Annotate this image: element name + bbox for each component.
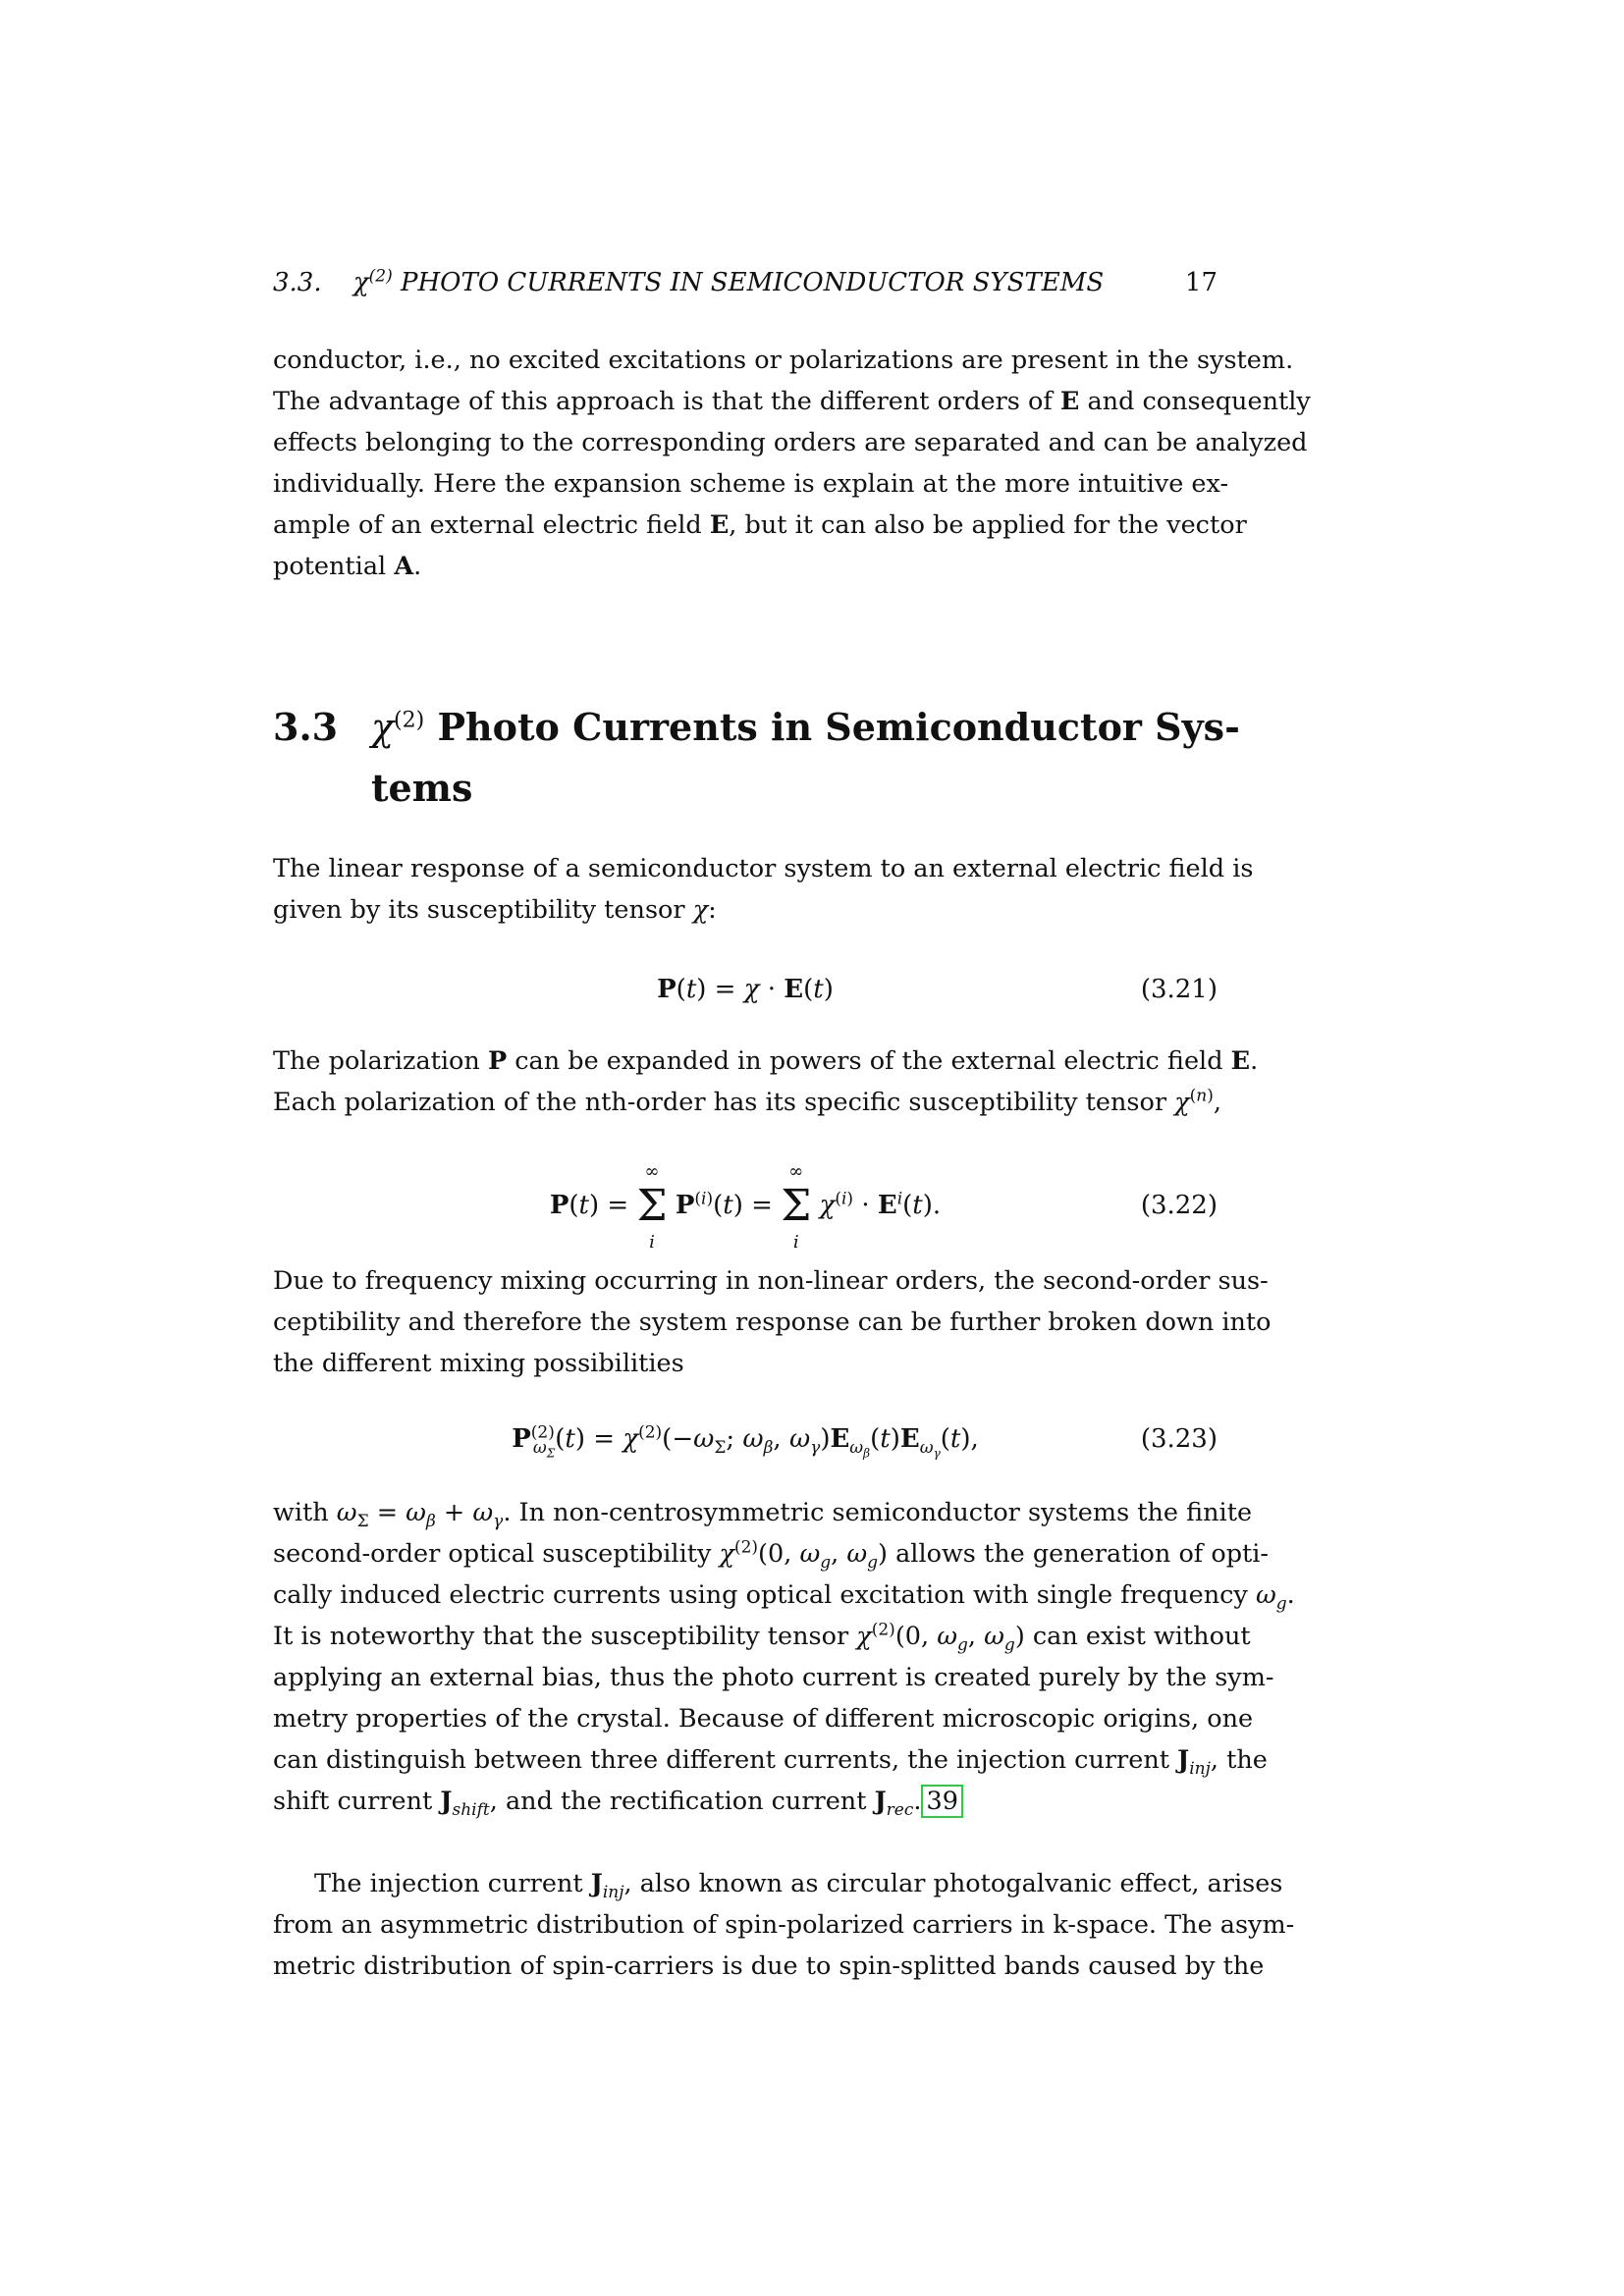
linear-response-paragraph bbox=[273, 848, 1254, 931]
running-header bbox=[273, 263, 1218, 302]
equation-label: (3.21) bbox=[1140, 975, 1218, 1004]
polarization-paragraph bbox=[273, 1041, 1259, 1123]
header-section-number: 3.3. bbox=[273, 268, 322, 297]
sum-upper-limit: ∞ bbox=[788, 1161, 804, 1182]
text-line: The polarization P can be expanded in powers of the external electric field E. bbox=[273, 1046, 1259, 1076]
header-chi: χ bbox=[352, 268, 369, 297]
text-line: cally induced electric currents using optical excitation with single frequency $\omega_g$. bbox=[273, 1580, 1295, 1615]
equation-body: P(t) = χ · E(t) bbox=[657, 975, 834, 1004]
text-line: The injection current $J_{inj}$, also known as circular photogalvanic effect, arises bbox=[314, 1869, 1283, 1903]
section-title-text: Photo Currents in Semiconductor Sys- bbox=[437, 705, 1240, 749]
section-chi-order: (2) bbox=[394, 708, 425, 733]
text-line: ceptibility and therefore the system response can be further broken down into bbox=[273, 1308, 1272, 1337]
equation-3-21 bbox=[273, 960, 1218, 1019]
text-line: from an asymmetric distribution of spin-polarized carriers in k-space. The asym- bbox=[273, 1910, 1295, 1940]
page-number: 17 bbox=[1184, 268, 1218, 297]
text-line: metric distribution of spin-carriers is due to spin-splitted bands caused by the bbox=[273, 1951, 1265, 1981]
summation-symbol: Σ ∞ i bbox=[781, 1161, 812, 1253]
text-line: individually. Here the expansion scheme is explain at the more intuitive ex- bbox=[273, 469, 1229, 499]
equation-3-23 bbox=[273, 1410, 1218, 1468]
equation-label: (3.22) bbox=[1140, 1191, 1218, 1220]
equation-body: P(t) = Σ ∞ i $P^{(i)}(t) = \Sigma$ ∞ i $\chi^{(i)} \cdot E^i(t)$. bbox=[549, 1161, 942, 1253]
currents-paragraph bbox=[273, 1492, 1295, 1822]
text-line: the different mixing possibilities bbox=[273, 1349, 684, 1378]
header-title-text: PHOTO CURRENTS IN SEMICONDUCTOR SYSTEMS bbox=[401, 268, 1105, 297]
text-line: conductor, i.e., no excited excitations or polarizations are present in the system. bbox=[273, 346, 1294, 375]
mixing-paragraph bbox=[273, 1260, 1272, 1384]
text-line: ample of an external electric field E, but it can also be applied for the vector bbox=[273, 510, 1247, 540]
section-title-line bbox=[371, 697, 1240, 758]
text-line: second-order optical susceptibility $\chi^{(2)}(0$, $\omega_g$, $\omega_g$) allows the generation of opti- bbox=[273, 1537, 1270, 1574]
text-line: applying an external bias, thus the photo current is created purely by the sym- bbox=[273, 1663, 1274, 1692]
text-line: Each polarization of the nth-order has its specific susceptibility tensor $\chi^{(n)}$, bbox=[273, 1086, 1221, 1117]
sum-lower-limit: i bbox=[649, 1232, 655, 1253]
text-line: It is noteworthy that the susceptibility tensor $\chi^{(2)}(0$, $\omega_g$, $\omega_g$) can exist without bbox=[273, 1620, 1251, 1656]
text-line: The advantage of this approach is that the different orders of E and consequently bbox=[273, 387, 1311, 416]
text-line: effects belonging to the corresponding orders are separated and can be analyzed bbox=[273, 428, 1308, 457]
text-line: shift current $J_{shift}$, and the rectification current $J_{rec}$. 39 bbox=[273, 1781, 1218, 1822]
text-line: metry properties of the crystal. Because of different microscopic origins, one bbox=[273, 1704, 1254, 1734]
text-line: with $\omega_\Sigma = \omega_\beta + \omega_\gamma$. In non-centrosymmetric semiconductor systems the finite bbox=[273, 1498, 1253, 1532]
section-title-line: tems bbox=[371, 766, 473, 810]
injection-paragraph bbox=[273, 1863, 1295, 1987]
summation-symbol: Σ ∞ i bbox=[636, 1161, 668, 1253]
text-line: can distinguish between three different currents, the injection current $J_{inj}$, the bbox=[273, 1745, 1268, 1780]
text-line: potential A. bbox=[273, 552, 422, 581]
header-title bbox=[353, 268, 1104, 297]
text-line: given by its susceptibility tensor χ: bbox=[273, 895, 717, 925]
section-number: 3.3 bbox=[273, 705, 339, 749]
citation-link[interactable]: 39 bbox=[921, 1785, 962, 1818]
header-chi-order: (2) bbox=[368, 266, 393, 287]
equation-3-22 bbox=[273, 1161, 1218, 1253]
section-title bbox=[371, 697, 1240, 819]
text-line: Due to frequency mixing occurring in non-linear orders, the second-order sus- bbox=[273, 1266, 1269, 1296]
section-chi: χ bbox=[371, 706, 395, 749]
intro-paragraph bbox=[273, 340, 1311, 587]
sum-lower-limit: i bbox=[792, 1232, 799, 1253]
equation-body: $P^{(2)}_{\omega_\Sigma}(t) = \chi^{(2)}(-\omega_\Sigma$; $\omega_\beta$, $\omega_\gamma)E_{\omega_\beta}(t)E_{\omega_\gamma}(t)$, bbox=[512, 1422, 979, 1461]
text-line: The linear response of a semiconductor system to an external electric field is bbox=[273, 854, 1254, 883]
sum-upper-limit: ∞ bbox=[644, 1161, 660, 1182]
equation-label: (3.23) bbox=[1140, 1424, 1218, 1454]
